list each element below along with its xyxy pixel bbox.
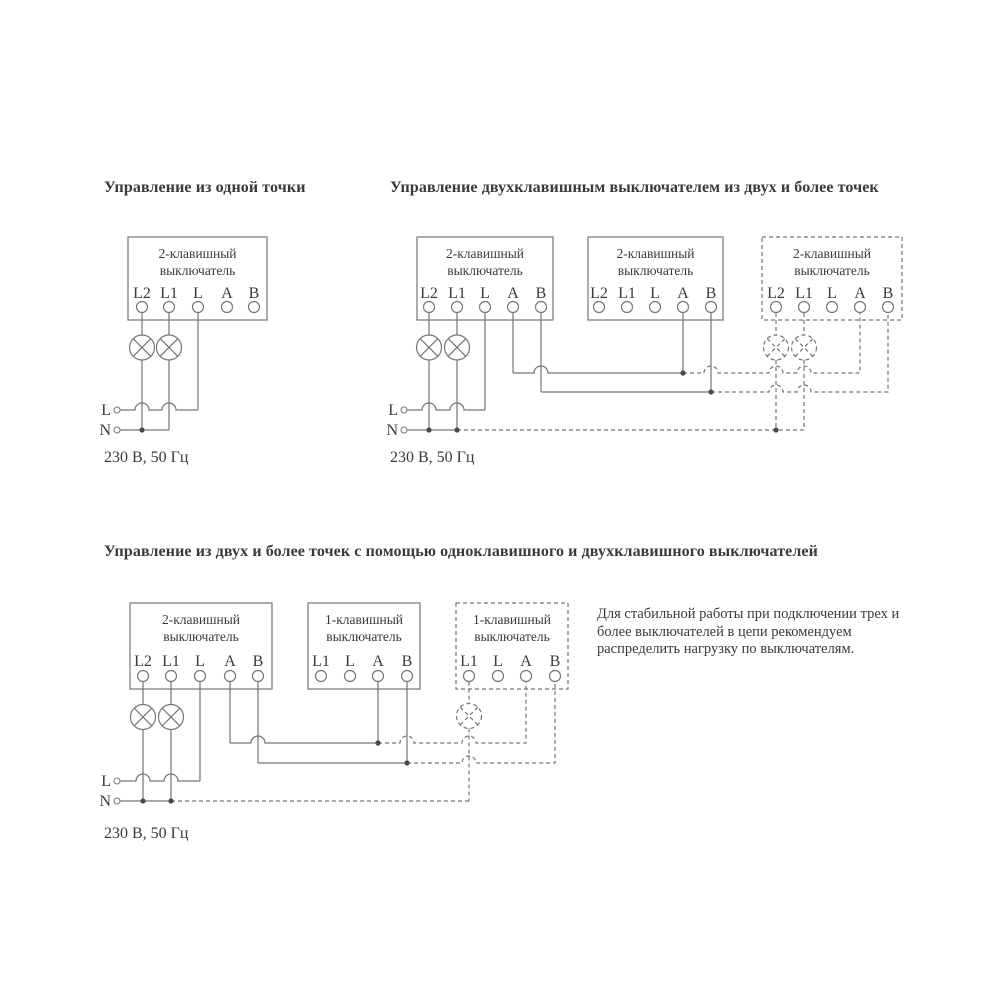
terminal-label-l2: L2 <box>133 285 151 302</box>
switch-label-line2: выключатель <box>447 263 523 278</box>
note-line-1: Для стабильной работы при подключении трех и <box>597 606 900 622</box>
lamp-icon <box>417 335 442 360</box>
terminal-l2 <box>771 302 782 313</box>
diagram-single-point <box>99 237 267 439</box>
terminal-l <box>193 302 204 313</box>
terminal-a <box>855 302 866 313</box>
terminal-l <box>480 302 491 313</box>
wire-line-bus <box>120 403 198 410</box>
supply-neutral-terminal <box>114 798 120 804</box>
section1-voltage-label: 230 В, 50 Гц <box>104 449 189 466</box>
junction-dot <box>139 427 144 432</box>
terminal-label-a: A <box>677 285 689 302</box>
terminal-a <box>508 302 519 313</box>
wire-a-bus-solid <box>230 736 378 743</box>
terminal-l2 <box>424 302 435 313</box>
terminal-label-l1: L1 <box>460 653 478 670</box>
terminal-label-a: A <box>507 285 519 302</box>
terminal-a <box>225 671 236 682</box>
terminal-l2 <box>137 302 148 313</box>
terminal-l1 <box>164 302 175 313</box>
terminal-l1 <box>316 671 327 682</box>
terminal-a <box>222 302 233 313</box>
supply-neutral-label: N <box>99 793 111 810</box>
lamp-icon <box>445 335 470 360</box>
terminal-l2 <box>138 671 149 682</box>
terminal-label-b: B <box>401 653 413 670</box>
terminal-label-l1: L1 <box>618 285 636 302</box>
diagram-two-gang-multi-point <box>386 237 902 439</box>
supply-line-label: L <box>101 773 111 790</box>
junction-dot <box>404 760 409 765</box>
junction-dot <box>680 370 685 375</box>
terminal-label-a: A <box>854 285 866 302</box>
terminal-l2 <box>594 302 605 313</box>
terminal-b <box>253 671 264 682</box>
supply-neutral-terminal <box>114 427 120 433</box>
wire-line-bus <box>120 774 200 781</box>
terminal-l <box>650 302 661 313</box>
terminal-b <box>550 671 561 682</box>
junction-dot <box>375 740 380 745</box>
terminal-label-a: A <box>520 653 532 670</box>
switch-label-line1: 2-клавишный <box>792 246 872 261</box>
supply-line-terminal <box>401 407 407 413</box>
terminal-label-l: L <box>827 285 837 302</box>
wire-a-bus-dashed <box>378 682 526 744</box>
lamp-icon <box>131 705 156 730</box>
supply-line-label: L <box>101 402 111 419</box>
terminal-b <box>402 671 413 682</box>
switch-label-line2: выключатель <box>163 629 239 644</box>
terminal-label-l1: L1 <box>795 285 813 302</box>
terminal-label-l1: L1 <box>312 653 330 670</box>
terminal-label-l: L <box>195 653 205 670</box>
wire-line-bus <box>407 403 485 410</box>
section2-voltage-label: 230 В, 50 Гц <box>390 449 475 466</box>
supply-line-terminal <box>114 778 120 784</box>
junction-dot <box>168 798 173 803</box>
terminal-label-l2: L2 <box>420 285 438 302</box>
switch-label-line1: 1-клавишный <box>324 612 404 627</box>
switch-label-line1: 2-клавишный <box>158 246 237 261</box>
section3-voltage-label: 230 В, 50 Гц <box>104 825 189 842</box>
terminal-l <box>195 671 206 682</box>
terminal-label-b: B <box>882 285 894 302</box>
lamp-icon-optional <box>457 704 482 729</box>
switch-label-line2: выключатель <box>794 263 870 278</box>
section1-title: Управление из одной точки <box>104 179 306 196</box>
terminal-l1 <box>464 671 475 682</box>
terminal-label-b: B <box>705 285 717 302</box>
section3-title: Управление из двух и более точек с помощью одноклавишного и двухклавишного выключателей <box>104 543 818 560</box>
diagram-mixed-multi-point <box>99 603 568 810</box>
switch-label-line1: 2-клавишный <box>616 246 695 261</box>
wire-b-bus-dashed <box>711 313 888 392</box>
junction-dot <box>708 389 713 394</box>
junction-dot <box>773 427 778 432</box>
section2-title: Управление двухклавишным выключателем из двух и более точек <box>390 179 879 196</box>
terminal-label-l1: L1 <box>162 653 180 670</box>
lamp-icon <box>157 335 182 360</box>
lamp-icon-optional <box>792 335 817 360</box>
note-line-3: распределить нагрузку по выключателям. <box>597 641 855 657</box>
terminal-label-b: B <box>252 653 264 670</box>
switch-label-line2: выключатель <box>159 263 236 278</box>
terminal-a <box>678 302 689 313</box>
junction-dot <box>140 798 145 803</box>
terminal-label-l: L <box>650 285 660 302</box>
terminal-label-l2: L2 <box>767 285 785 302</box>
terminal-l1 <box>799 302 810 313</box>
terminal-a <box>521 671 532 682</box>
terminal-b <box>536 302 547 313</box>
switch-label-line1: 2-клавишный <box>445 246 525 261</box>
terminal-l <box>493 671 504 682</box>
switch-label-line1: 2-клавишный <box>161 612 241 627</box>
terminal-label-l: L <box>193 285 203 302</box>
terminal-label-l: L <box>493 653 503 670</box>
switch-label-line2: выключатель <box>617 263 694 278</box>
terminal-label-l2: L2 <box>590 285 608 302</box>
supply-neutral-terminal <box>401 427 407 433</box>
terminal-label-l1: L1 <box>160 285 178 302</box>
terminal-l1 <box>452 302 463 313</box>
terminal-l1 <box>622 302 633 313</box>
terminal-b <box>249 302 260 313</box>
supply-neutral-label: N <box>99 422 111 439</box>
wire-b-bus-dashed <box>407 682 555 764</box>
terminal-label-l2: L2 <box>134 653 152 670</box>
terminal-l <box>827 302 838 313</box>
note-line-2: более выключателей в цепи рекомендуем <box>597 623 852 640</box>
junction-dot <box>454 427 459 432</box>
terminal-label-b: B <box>535 285 547 302</box>
wire-a-bus-solid <box>513 366 683 373</box>
terminal-b <box>706 302 717 313</box>
terminal-label-b: B <box>248 285 260 302</box>
supply-neutral-label: N <box>386 422 398 439</box>
lamp-icon <box>159 705 184 730</box>
terminal-l <box>345 671 356 682</box>
terminal-label-b: B <box>549 653 561 670</box>
wire-a-bus-dashed <box>683 313 860 373</box>
terminal-label-l: L <box>480 285 490 302</box>
terminal-l1 <box>166 671 177 682</box>
terminal-label-a: A <box>224 653 236 670</box>
terminal-b <box>883 302 894 313</box>
switch-label-line2: выключатель <box>326 629 402 644</box>
terminal-label-a: A <box>221 285 233 302</box>
switch-label-line2: выключатель <box>474 629 550 644</box>
lamp-icon-optional <box>764 335 789 360</box>
terminal-label-a: A <box>372 653 384 670</box>
supply-line-terminal <box>114 407 120 413</box>
lamp-icon <box>130 335 155 360</box>
terminal-label-l: L <box>345 653 355 670</box>
terminal-label-l1: L1 <box>448 285 466 302</box>
junction-dot <box>426 427 431 432</box>
supply-line-label: L <box>388 402 398 419</box>
switch-label-line1: 1-клавишный <box>472 612 552 627</box>
terminal-a <box>373 671 384 682</box>
